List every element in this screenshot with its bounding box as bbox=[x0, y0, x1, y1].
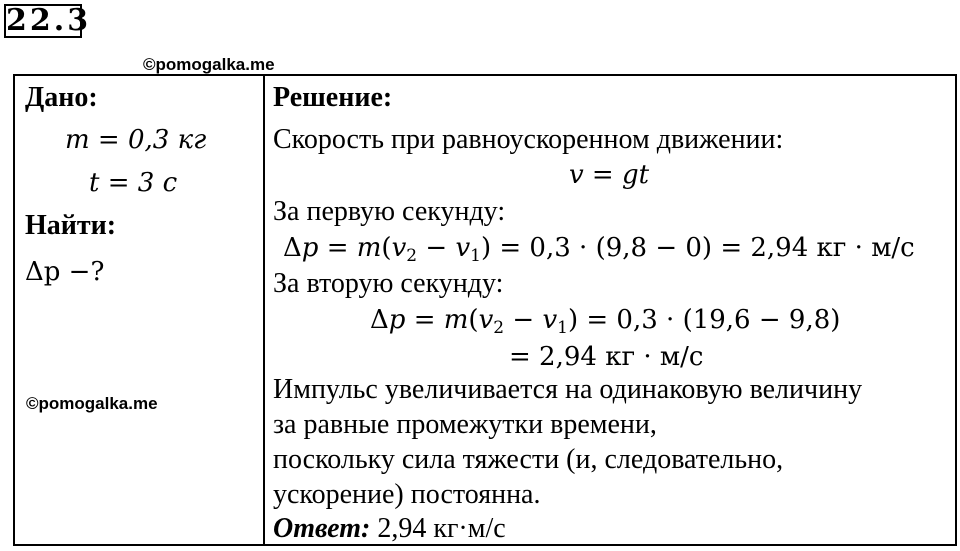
watermark-bottom: ©pomogalka.me bbox=[26, 394, 158, 413]
explanation-line-1: Импульс увеличивается на одинаковую величину bbox=[273, 374, 863, 405]
explanation-line-2: за равные промежутки времени, bbox=[273, 409, 657, 440]
formula-second-second-result: = 2,94 кг · м/с bbox=[509, 342, 704, 372]
formula-velocity: v = gt bbox=[568, 160, 650, 190]
find-heading: Найти: bbox=[25, 210, 117, 241]
solution-line-velocity: Скорость при равноускоренном движении: bbox=[273, 124, 784, 155]
given-mass: m = 0,3 кг bbox=[65, 125, 207, 155]
explanation-line-4: ускорение) постоянна. bbox=[273, 479, 541, 510]
answer-label: Ответ: bbox=[273, 513, 371, 544]
solution-heading: Решение: bbox=[273, 82, 393, 113]
given-time: t = 3 с bbox=[89, 168, 178, 198]
solution-line-first-second: За первую секунду: bbox=[273, 196, 506, 227]
answer-value: 2,94 кг·м/с bbox=[377, 513, 506, 544]
answer-line bbox=[273, 513, 506, 545]
find-quantity: Δp −? bbox=[25, 257, 105, 287]
formula-first-second: $\Delta p = m(v_2 - v_1) = 0,3 \cdot (9,8 - 0) = 2,94$ кг · м/с bbox=[283, 233, 915, 266]
solution-line-second-second: За вторую секунду: bbox=[273, 268, 504, 299]
given-heading: Дано: bbox=[25, 82, 98, 113]
explanation-line-3: поскольку сила тяжести (и, следовательно, bbox=[273, 444, 784, 475]
solution-table bbox=[13, 74, 957, 546]
problem-number-badge: 22.3 bbox=[6, 3, 92, 38]
watermark-top: ©pomogalka.me bbox=[143, 55, 275, 74]
column-divider bbox=[263, 76, 265, 544]
formula-second-second: $\Delta p = m(v_2 - v_1) = 0,3 \cdot (19,6 - 9,8)$ bbox=[370, 305, 841, 338]
